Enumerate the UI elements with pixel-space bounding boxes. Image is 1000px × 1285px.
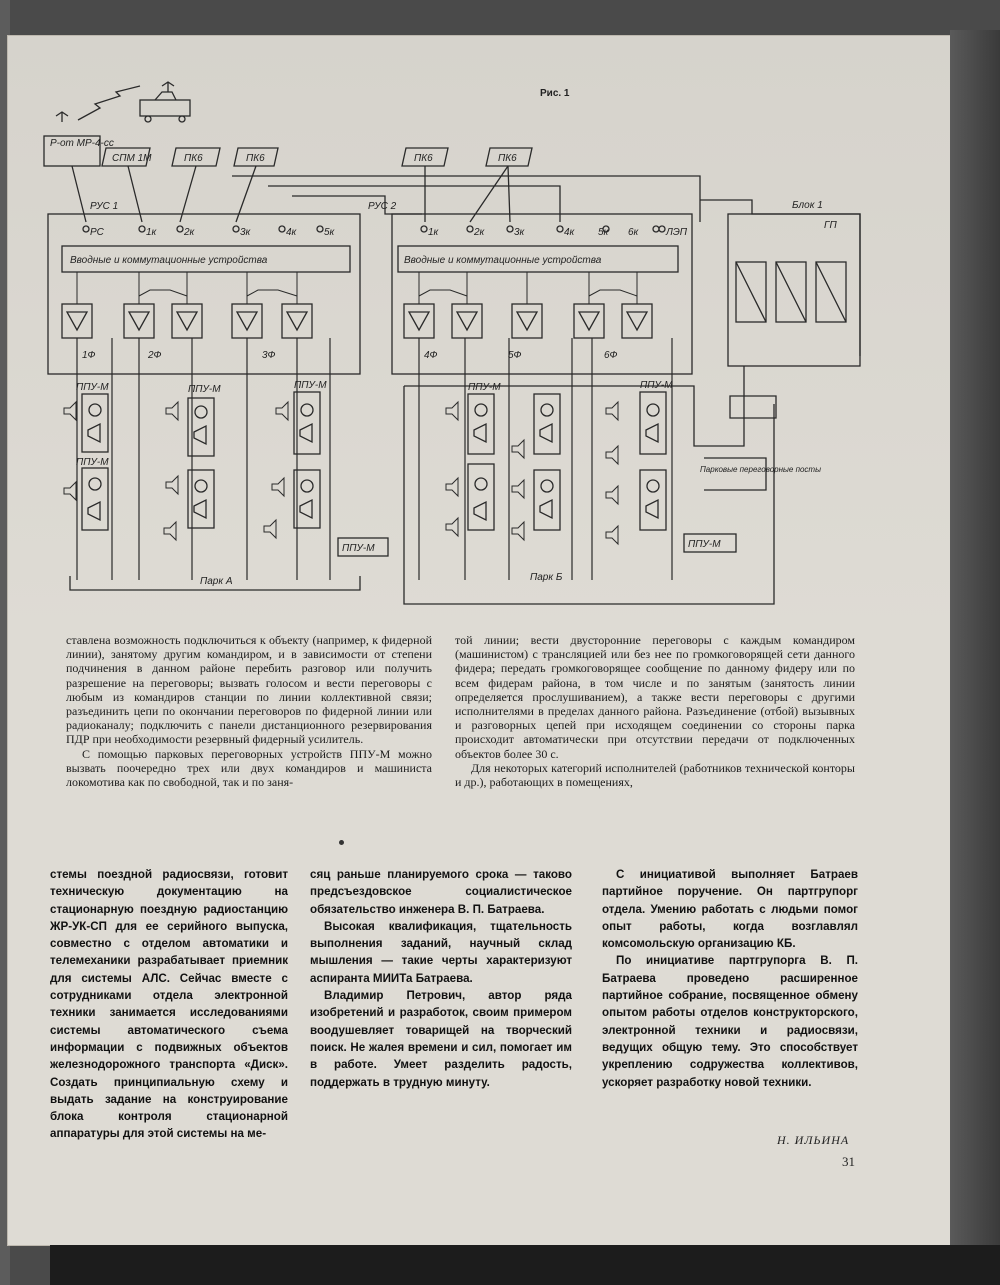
port-label: 3к (240, 227, 251, 238)
paragraph: Для некоторых категорий исполнителей (работников технической конторы и др.), работающих в помещениях, (455, 760, 855, 790)
gp-label: ГП (824, 220, 837, 231)
ppu-label: ППУ-М (294, 380, 327, 391)
paragraph: Высокая квалификация, тщательность выполнения заданий, научный склад мышления — такие черты характеризуют аспиранта МИИТа Батраева. (310, 919, 572, 985)
lower-column-2 (310, 866, 572, 1091)
pk6-label-c: ПК6 (414, 153, 433, 164)
feeder-label: 3Ф (262, 350, 276, 361)
paragraph: сяц раньше планируемого срока — таково предсъездовское социалистическое обязательство инженера В. П. Батраева. (310, 868, 572, 916)
loudspeaker-icons (64, 402, 618, 544)
port-label: 4к (564, 227, 575, 238)
port-label: 3к (514, 227, 525, 238)
pk6-label-b: ПК6 (246, 153, 265, 164)
lower-column-1 (50, 866, 288, 1143)
antenna-icon (56, 112, 68, 122)
ppu-stand-label-a: ППУ-М (342, 543, 375, 554)
park-b-frame (404, 386, 774, 604)
park-a-label: Парк А (200, 576, 233, 587)
paragraph: стемы поездной радиосвязи, готовит техническую документацию на стационарную поездную радиостанцию ЖР-УК-СП для ее серийного выпуска, совместно с отделом автоматики и телемеханики разрабатывает приемник для системы АЛС. Сейчас вместе с сотрудниками отдела электронной техники занимается исследованиями системы автоматического съема информации с подвижных объектов железнодорожного транспорта «Диск». Создать принципиальную схему и выдать задание на конструирование блока контроля стационарной аппаратуры для этой системы на ме- (50, 868, 288, 1141)
upper-left-column (66, 633, 432, 789)
upper-right-column (455, 633, 855, 789)
lower-column-3 (602, 866, 858, 1091)
ppu-label: ППУ-М (76, 457, 109, 468)
feeder-label: 1Ф (82, 350, 96, 361)
port-label: 6к (628, 227, 639, 238)
ppu-units-right (468, 392, 666, 530)
ppu-label: ППУ-М (76, 382, 109, 393)
port-label: РС (90, 227, 104, 238)
pk6-label-d: ПК6 (498, 153, 517, 164)
port-label: 5к (598, 227, 609, 238)
port-label: 4к (286, 227, 297, 238)
ppu-label: ППУ-М (188, 384, 221, 395)
radio-station-label: Р-от МР-4-сс (50, 138, 114, 149)
spm-label: СПМ 1М (112, 153, 152, 164)
ppu-label: ППУ-М (640, 380, 673, 391)
ppu-stand-label-b: ППУ-М (688, 539, 721, 550)
feeder-label: 6Ф (604, 350, 618, 361)
paragraph: По инициативе партгрупорга В. П. Батраева проведено расширенное партийное собрание, посвященное обмену опытом работы отделов конструкторского, электронной техники и радиосвязи, ведущих общую тему. Это способствует укреплению содружества коллективов, ускоряет разработку новой техники. (602, 954, 858, 1089)
paragraph: той линии; вести двусторонние переговоры с каждым командиром (машинистом) с трансляцией или без нее по громкоговорящей сети данного фидера; передать громкоговорящее сообщение по данному фидеру или по всем фидерам района, в том числе и по занятым (занятость линии определяется прослушиванием), а также вести переговоры с другими исполнителями в пределах данного района. Разъединение (отбой) вызывных и разговорных цепей при исходящем соединении со стороны парка происходит автоматически при отсутствии передачи от подключенных объектов более 30 с. (455, 633, 855, 761)
separator-dot (339, 840, 344, 845)
figure-caption: Рис. 1 (540, 88, 570, 99)
park-b-label: Парк Б (530, 572, 563, 583)
input-device-label-a: Вводные и коммутационные устройства (70, 255, 268, 266)
input-device-label-b: Вводные и коммутационные устройства (404, 255, 602, 266)
ppu-label: ППУ-М (468, 382, 501, 393)
gp-frame (728, 214, 860, 366)
pk6-label-a: ПК6 (184, 153, 203, 164)
feeder-label: 4Ф (424, 350, 438, 361)
bottom-edge-shadow (50, 1245, 1000, 1285)
radio-wave-icon (78, 86, 140, 120)
author-signature: Н. ИЛЬИНА (777, 1133, 850, 1147)
rus1-label: РУС 1 (90, 201, 119, 212)
gp-amplifier-icons (736, 262, 846, 322)
port-label: 1к (428, 227, 439, 238)
rus2-label: РУС 2 (368, 201, 397, 212)
port-label: ЛЭП (666, 227, 688, 238)
ppu-units-left (82, 392, 320, 530)
port-label: 5к (324, 227, 335, 238)
port-label: 1к (146, 227, 157, 238)
paragraph: С помощью парковых переговорных устройств ППУ-М можно вызвать поочередно трех или двух командиров и машиниста локомотива как по свободной, так и по заня- (66, 746, 432, 790)
port-label: 2к (474, 227, 485, 238)
paragraph: С инициативой выполняет Батраев партийное поручение. Он партгрупорг отдела. Умению работать с людьми помог опыт работы, когда возглавлял комсомольскую организацию КБ. (602, 868, 858, 951)
feeder-label: 5Ф (508, 350, 522, 361)
side-note-label: Парковые переговорные посты (700, 465, 821, 474)
port-label: 2к (184, 227, 195, 238)
paragraph: Владимир Петрович, автор ряда изобретений и разработок, своим примером воодушевляет товарищей на творческий поиск. Не жалея времени и сил, помогает им в работе. Умеет разделить радость, поддержать в трудную минуту. (310, 989, 572, 1089)
page-number: 31 (842, 1154, 855, 1169)
feeder-label: 2Ф (148, 350, 162, 361)
paragraph: ставлена возможность подключиться к объекту (например, к фидерной линии), занятому другим командиром, и в зависимости от степени подчинения в данном районе перебить разговор или получить разрешение на переговоры; вызвать голосом и вести переговоры с любым из командиров станции по линии коллективной связи; разъединить цепи по окончании переговоров по фидерной линии или радиоканалу; подключить с панели дистанционного резервирования ПДР при необходимости резервный фидерный усилитель. (66, 633, 432, 747)
amplifier-icons (62, 304, 652, 338)
locomotive-icon (140, 100, 190, 116)
block1-label: Блок 1 (792, 200, 823, 211)
circuit-diagram (0, 0, 1000, 640)
